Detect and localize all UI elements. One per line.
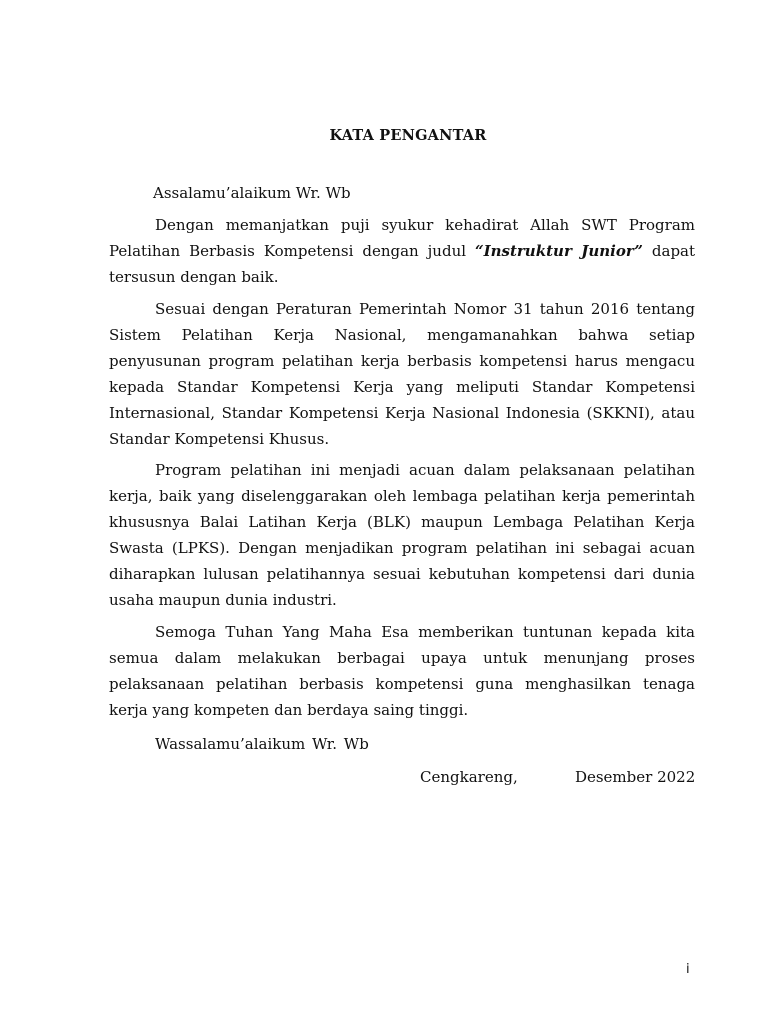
program-title-emphasis: “Instruktur Junior” [474, 242, 643, 260]
date: Desember 2022 [574, 768, 696, 786]
paragraph-3: Program pelatihan ini menjadi acuan dalam pelaksanaan pelatihan kerja, baik yang diselenggarakan oleh lembaga pelatihan kerja pemerintah khususnya Balai Latihan Kerja (BLK) maupun Lembaga Pelatihan Kerja Swasta (LPKS). Dengan menjadikan program pelatihan ini sebagai acuan diharapkan lulusan pelatihannya sesuai kebutuhan kompetensi dari dunia usaha maupun dunia industri. [109, 461, 695, 609]
closing-salutation: Wassalamu’alaikum Wr. Wb [155, 735, 369, 753]
page-number: i [686, 962, 690, 977]
greeting: Assalamu’alaikum Wr. Wb [153, 184, 351, 202]
paragraph-1-after: dapat tersusun dengan baik. [109, 242, 696, 286]
paragraph-1-before: Dengan memanjatkan puji syukur kehadirat Allah SWT Program Pelatihan Berbasis Kompetensi dengan judul [109, 216, 695, 260]
paragraph-1 [109, 212, 695, 290]
page-title: KATA PENGANTAR [329, 127, 487, 144]
paragraph-2: Sesuai dengan Peraturan Pemerintah Nomor 31 tahun 2016 tentang Sistem Pelatihan Kerja Nasional, mengamanahkan bahwa setiap penyusunan program pelatihan kerja berbasis kompetensi harus mengacu kepada Standar Kompetensi Kerja yang meliputi Standar Kompetensi Internasional, Standar Kompetensi Kerja Nasional Indonesia (SKKNI), atau Standar Kompetensi Khusus. [109, 300, 695, 448]
paragraph-4: Semoga Tuhan Yang Maha Esa memberikan tuntunan kepada kita semua dalam melakukan berbagai upaya untuk menunjang proses pelaksanaan pelatihan berbasis kompetensi guna menghasilkan tenaga kerja yang kompeten dan berdaya saing tinggi. [109, 623, 695, 719]
place: Cengkareng, [420, 768, 518, 786]
place-date-line [420, 764, 695, 790]
